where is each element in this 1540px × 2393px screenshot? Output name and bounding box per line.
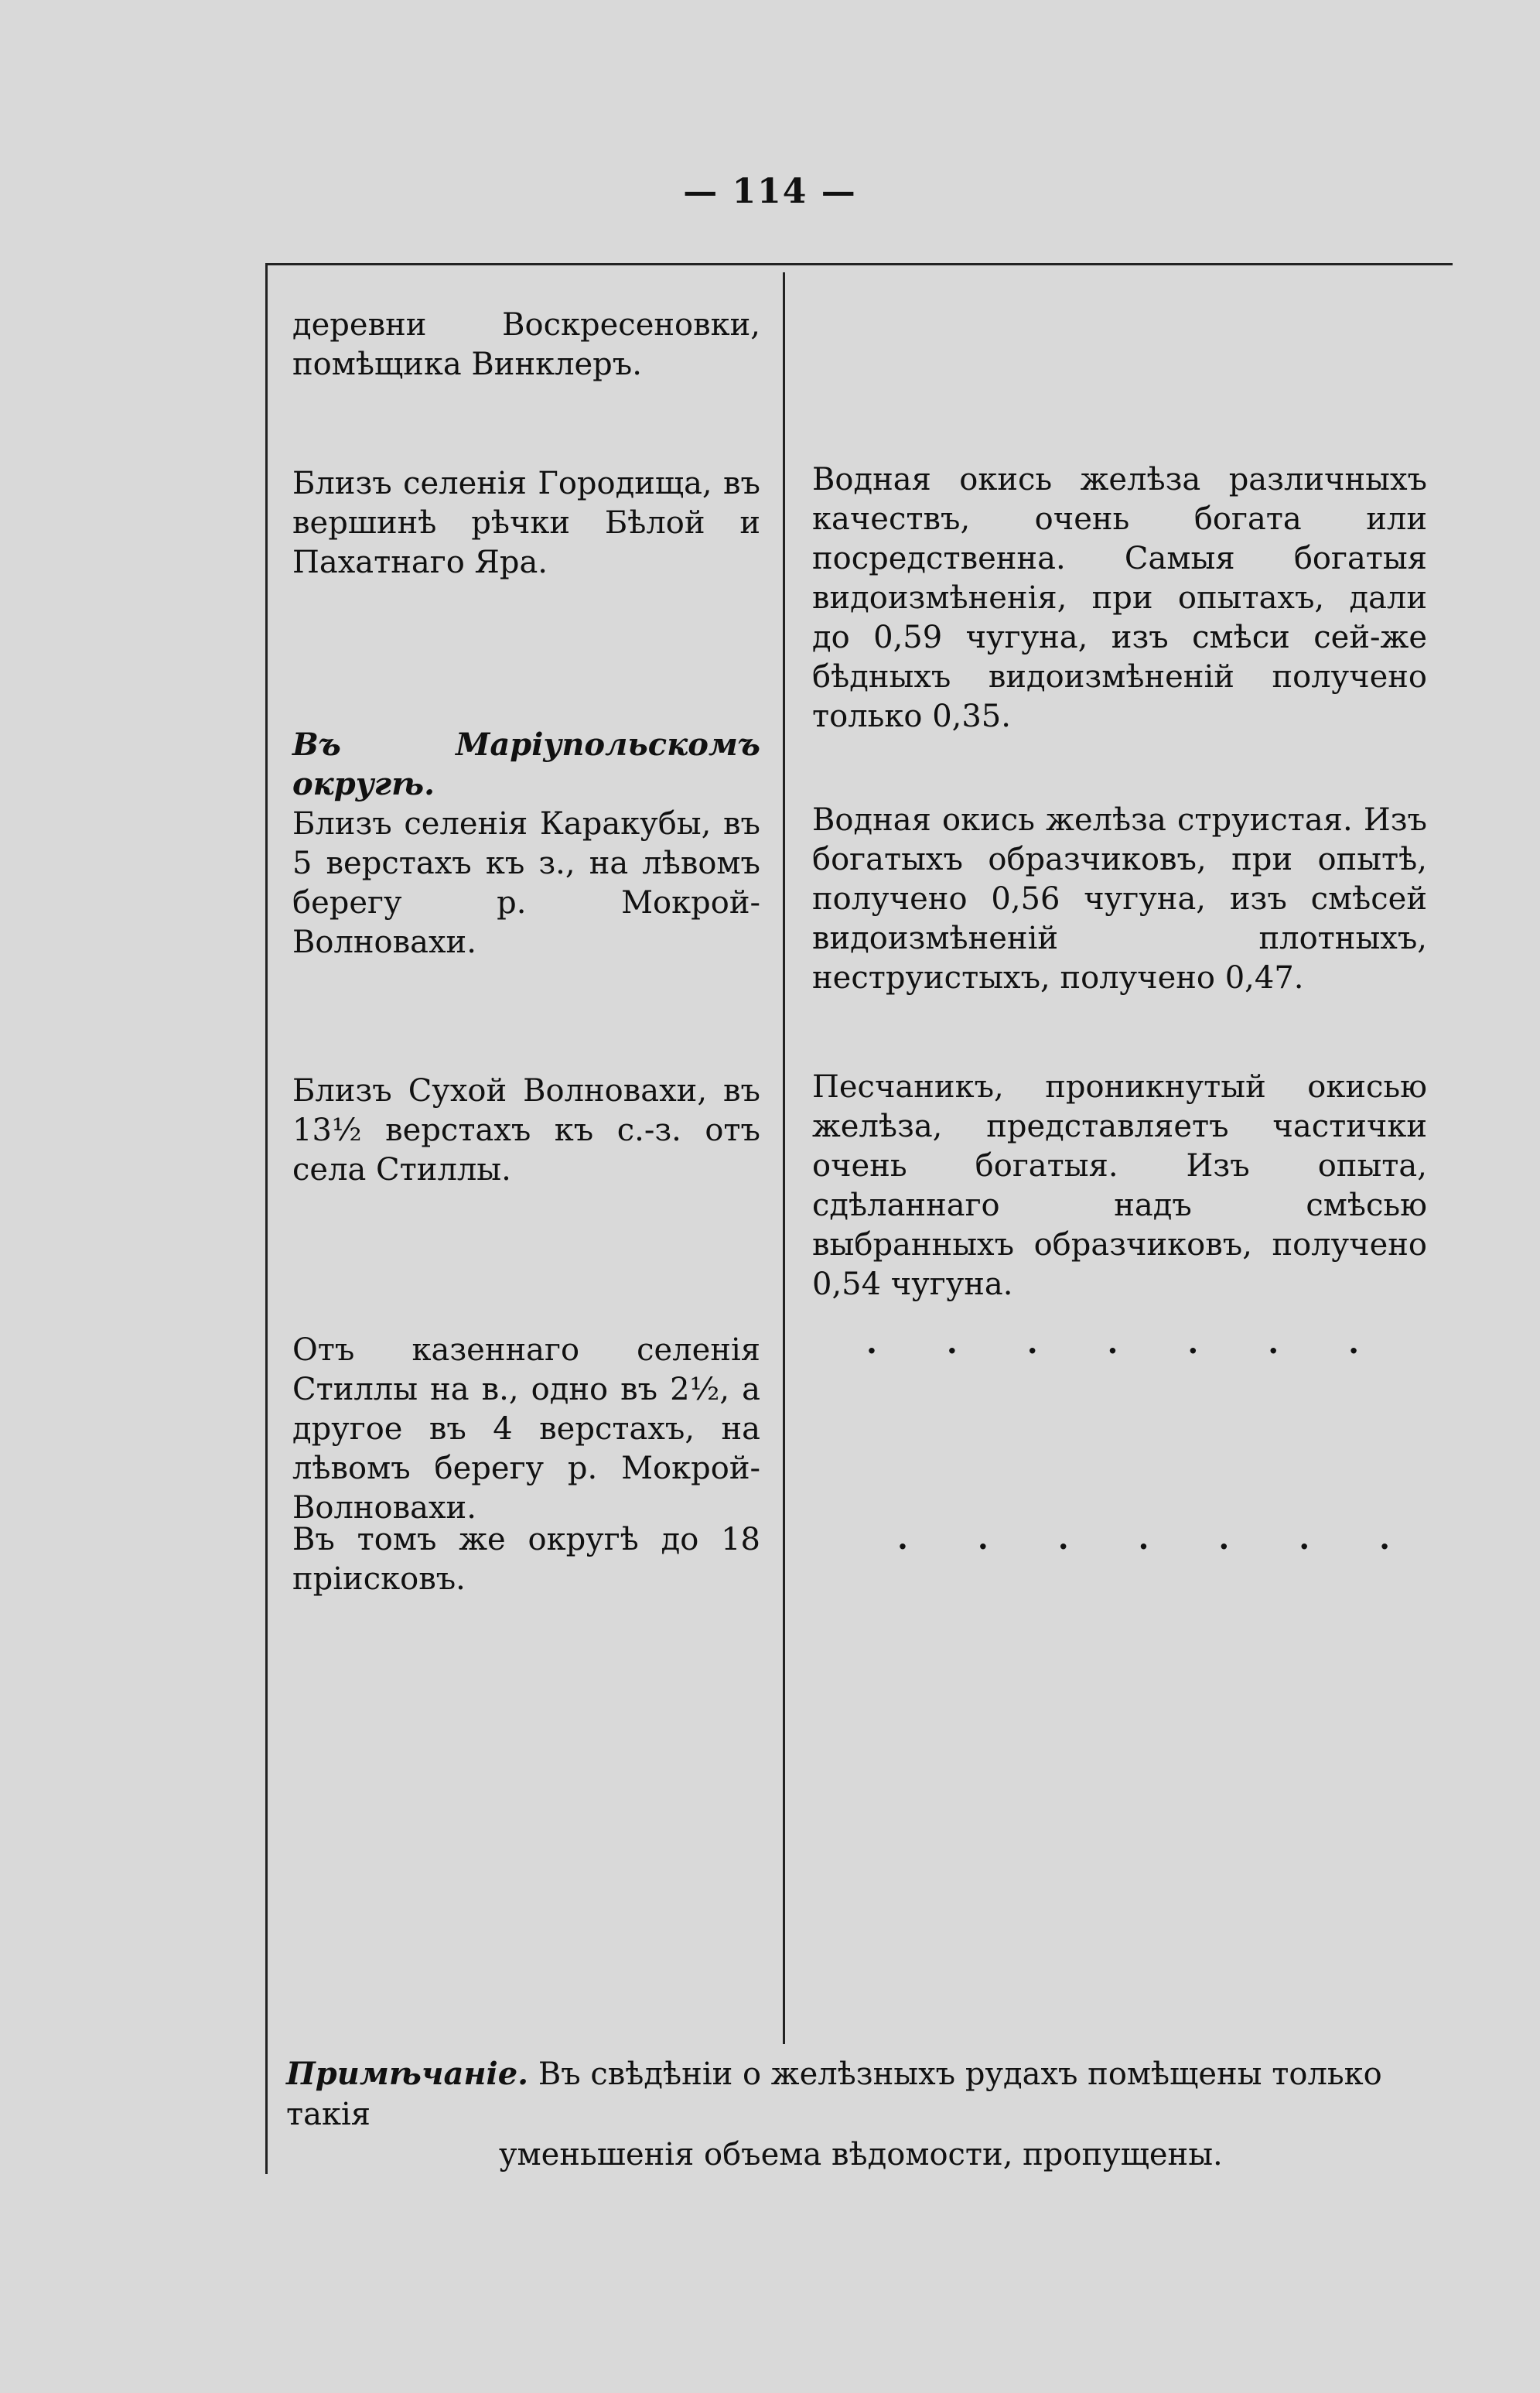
page-number: — 114 — — [683, 172, 857, 211]
left-entry-6: Въ томъ же округѣ до 18 пріисковъ. — [292, 1522, 760, 1597]
footnote-line-2: уменьшенія объема вѣдомости, пропущены. — [499, 2137, 1223, 2173]
left-entry-1: деревни Воскресеновки, помѣщика Винклеръ. — [292, 307, 760, 382]
left-entry-2: Близъ селенія Городища, въ вершинѣ рѣчки Бѣлой и Пахатнаго Яра. — [292, 466, 760, 580]
right-entry-2: Водная окись желѣза струистая. Изъ богатыхъ образчиковъ, при опытѣ, получено 0,56 чугуна, изъ смѣсей видоизмѣненій плотныхъ, неструистыхъ, получено 0,47. — [812, 802, 1427, 996]
right-entry-3: Песчаникъ, проникнутый окисью желѣза, представляетъ частички очень богатыя. Изъ опыта, сдѣланнаго надъ смѣсью выбранныхъ образчиковъ, получено 0,54 чугуна. — [812, 1069, 1427, 1302]
footnote — [286, 2054, 1446, 2175]
column-divider — [783, 272, 785, 2044]
left-entry-3: Близъ селенія Каракубы, въ 5 верстахъ къ з., на лѣвомъ берегу р. Мокрой-Волновахи. — [292, 806, 760, 960]
table-left-rule — [265, 263, 268, 2174]
left-entry-4: Близъ Сухой Волновахи, въ 13½ верстахъ къ с.-з. отъ села Стиллы. — [292, 1073, 760, 1188]
left-entry-5: Отъ казеннаго селенія Стиллы на в., одно въ 2½, а другое въ 4 верстахъ, на лѣвомъ берегу р. Мокрой-Волновахи. — [292, 1332, 760, 1526]
table-top-rule — [265, 263, 1453, 265]
right-ellipsis-2: . . . . . . . — [897, 1520, 1420, 1557]
left-section-heading: Въ Маріупольскомъ округѣ. — [292, 726, 760, 802]
footnote-label: Примѣчаніе. — [286, 2056, 529, 2092]
right-entry-1: Водная окись желѣза различныхъ качествъ, очень богата или посредственна. Самыя богатыя видоизмѣненія, при опытахъ, дали до 0,59 чугуна, изъ смѣси сей-же бѣдныхъ видоизмѣненій получено только 0,35. — [812, 462, 1427, 734]
footnote-line-1: Въ свѣдѣніи о желѣзныхъ рудахъ помѣщены только такія — [286, 2056, 1382, 2132]
right-ellipsis-1: . . . . . . . — [866, 1325, 1389, 1361]
